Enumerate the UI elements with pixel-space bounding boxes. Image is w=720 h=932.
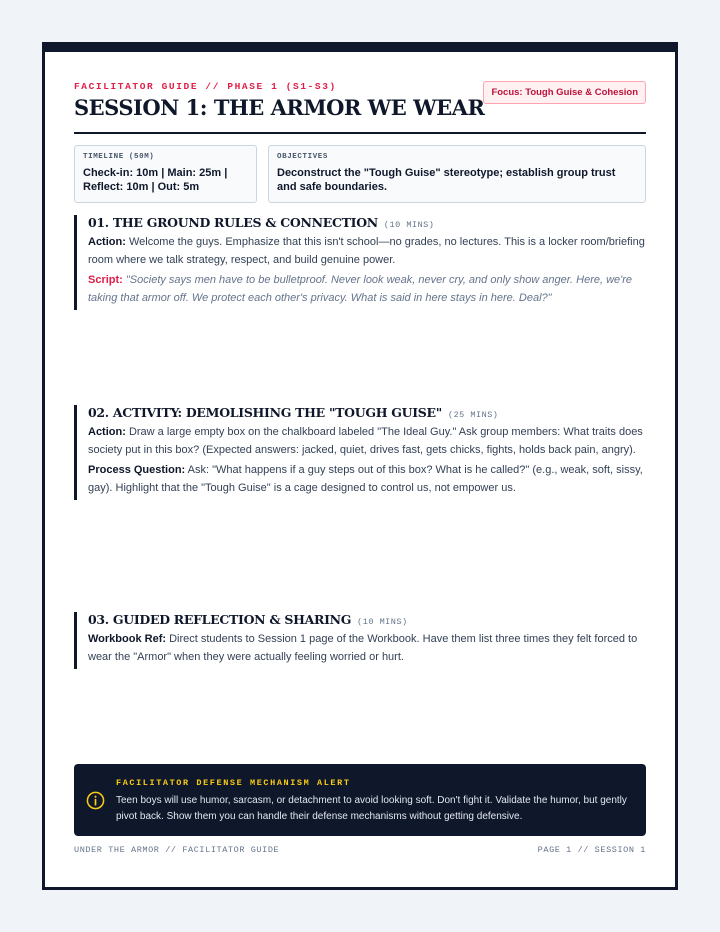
section-reflection [74,612,646,669]
section-header [88,405,646,420]
page-title: SESSION 1: THE ARMOR WE WEAR [74,95,485,120]
action-paragraph [88,424,646,459]
action-text: Draw a large empty box on the chalkboard labeled "The Ideal Guy." Ask group members: What traits does society put in this box? (Expected answers: jacked, quiet, drives fast, gets chicks, fights, holds back pain, angry). [88,426,643,456]
footer-left: UNDER THE ARMOR // FACILITATOR GUIDE [74,845,280,855]
script-label: Script: [88,274,123,286]
objectives-value: Deconstruct the "Tough Guise" stereotype; establish group trust and safe boundaries. [277,167,616,193]
section-header [88,612,646,627]
script-text: "Society says men have to be bulletproof. Never look weak, never cry, and only show anger. Here, we're taking that armor off. We protect each other's privacy. What is said in here stays in here. Deal?" [88,274,633,304]
footer-right: PAGE 1 // SESSION 1 [537,845,646,855]
process-question-paragraph [88,462,646,497]
section-activity [74,405,646,500]
guide-page [42,42,678,890]
focus-badge: Focus: Tough Guise & Cohesion [483,81,646,104]
section-header [88,215,646,230]
info-icon [86,791,105,810]
section-ground-rules [74,215,646,310]
section-title: 03. GUIDED REFLECTION & SHARING [88,612,352,627]
objectives-label: OBJECTIVES [277,153,329,161]
page-content [74,52,646,887]
workbook-ref-paragraph [88,631,646,666]
page-kicker: FACILITATOR GUIDE // PHASE 1 (S1-S3) [74,81,337,92]
timeline-line-1: Check-in: 10m | Main: 25m | [83,167,228,179]
section-title: 01. THE GROUND RULES & CONNECTION [88,215,378,230]
section-duration: (10 MINS) [357,617,408,627]
action-text: Welcome the guys. Emphasize that this isn't school—no grades, no lectures. This is a locker room/briefing room where we talk strategy, respect, and build genuine power. [88,236,645,266]
script-paragraph [88,272,646,307]
alert-title: FACILITATOR DEFENSE MECHANISM ALERT [116,778,351,788]
action-label: Action: [88,426,126,438]
workbook-ref-label: Workbook Ref: [88,633,167,645]
page-footer [74,845,646,855]
process-question-text: Ask: "What happens if a guy steps out of this box? What is he called?" (e.g., weak, soft, sissy, gay). Highlight that the "Tough Guise" is a cage designed to control us, not empower us. [88,464,643,494]
action-paragraph [88,234,646,269]
process-question-label: Process Question: [88,464,186,476]
section-duration: (25 MINS) [447,410,499,420]
title-divider [74,132,646,134]
objectives-box [268,145,646,203]
timeline-box [74,145,257,203]
action-label: Action: [88,236,126,248]
defense-mechanism-alert [74,764,646,836]
section-duration: (10 MINS) [383,220,435,230]
section-title: 02. ACTIVITY: DEMOLISHING THE "TOUGH GUISE" [88,405,442,420]
timeline-line-2: Reflect: 10m | Out: 5m [83,181,200,193]
alert-body: Teen boys will use humor, sarcasm, or detachment to avoid looking soft. Don't fight it. Validate the humor, but gently pivot back. Show them you can handle their defense mechanisms without getting defensive. [116,795,627,822]
workbook-ref-text: Direct students to Session 1 page of the Workbook. Have them list three times they felt forced to wear the "Armor" when they were actually feeling worried or hurt. [88,633,638,663]
timeline-label: TIMELINE (50M) [83,153,155,161]
